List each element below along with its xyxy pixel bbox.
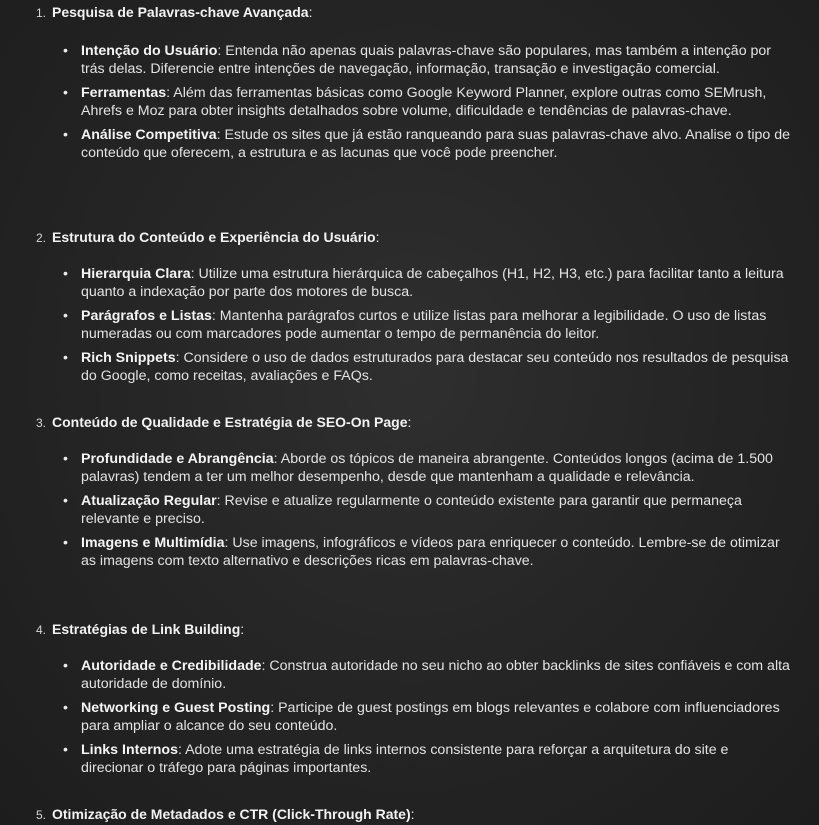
bullet-text: : Revise e atualize regularmente o conteúdo existente para garantir que permaneça relevante e preciso.	[81, 493, 742, 527]
list-item	[36, 657, 791, 693]
section-colon: :	[407, 414, 412, 430]
section-4	[36, 619, 791, 783]
list-item	[36, 126, 791, 162]
section-colon: :	[410, 806, 415, 822]
list-item	[36, 42, 791, 78]
bullet-term: Profundidade e Abrangência	[81, 451, 274, 467]
bullet-term: Hierarquia Clara	[81, 266, 191, 282]
bullet-icon: •	[63, 700, 68, 716]
bullet-term: Links Internos	[81, 742, 178, 758]
bullet-text: : Utilize uma estrutura hierárquica de cabeçalhos (H1, H2, H3, etc.) para facilitar tanto a leitura quanto a indexação por parte dos motores de busca.	[81, 266, 784, 300]
list-item	[36, 699, 791, 735]
section-3	[36, 412, 791, 576]
bullet-text: : Estude os sites que já estão ranqueando para suas palavras-chave alvo. Analise o tipo de conteúdo que oferecem, a estrutura e as lacunas que você pode preencher.	[81, 127, 790, 161]
bullet-list	[36, 265, 791, 385]
section-number: 4.	[36, 623, 47, 637]
section-title: Pesquisa de Palavras-chave Avançada	[52, 4, 309, 20]
bullet-text: : Considere o uso de dados estruturados para destacar seu conteúdo nos resultados de pesquisa do Google, como receitas, avaliações e FAQs.	[81, 350, 789, 384]
section-number: 2.	[36, 231, 47, 245]
list-item	[36, 534, 791, 570]
bullet-list	[36, 450, 791, 570]
section-heading	[36, 2, 819, 23]
section-title: Conteúdo de Qualidade e Estratégia de SEO-On Page	[52, 414, 408, 430]
section-number: 1.	[36, 6, 47, 20]
bullet-term: Intenção do Usuário	[81, 43, 218, 59]
bullet-term: Parágrafos e Listas	[81, 308, 212, 324]
section-2	[36, 227, 791, 391]
bullet-icon: •	[63, 127, 68, 143]
list-item	[36, 450, 791, 486]
bullet-term: Imagens e Multimídia	[81, 535, 225, 551]
section-title: Otimização de Metadados e CTR (Click-Through Rate)	[52, 806, 411, 822]
bullet-text: : Construa autoridade no seu nicho ao obter backlinks de sites confiáveis e com alta autoridade de domínio.	[81, 658, 790, 692]
bullet-term: Autoridade e Credibilidade	[81, 658, 262, 674]
bullet-icon: •	[63, 266, 68, 282]
bullet-text: : Participe de guest postings em blogs relevantes e colabore com influenciadores para ampliar o alcance do seu conteúdo.	[81, 700, 780, 734]
list-item	[36, 307, 791, 343]
bullet-term: Networking e Guest Posting	[81, 700, 271, 716]
bullet-text: : Além das ferramentas básicas como Google Keyword Planner, explore outras como SEMrush, Ahrefs e Moz para obter insights detalhados sobre volume, dificuldade e tendências de palavras-chave.	[81, 85, 767, 119]
bullet-icon: •	[63, 658, 68, 674]
list-item	[36, 741, 791, 777]
section-colon: :	[308, 4, 313, 20]
section-5	[36, 804, 415, 825]
bullet-icon: •	[63, 742, 68, 758]
list-item	[36, 492, 791, 528]
bullet-term: Análise Competitiva	[81, 127, 217, 143]
list-item	[36, 84, 791, 120]
bullet-text: : Adote uma estratégia de links internos consistente para reforçar a arquitetura do site e direcionar o tráfego para páginas importantes.	[81, 742, 729, 776]
section-colon: :	[375, 229, 380, 245]
section-title: Estratégias de Link Building	[52, 621, 241, 637]
list-item	[36, 349, 791, 385]
bullet-list	[36, 657, 791, 777]
section-colon: :	[240, 621, 245, 637]
bullet-icon: •	[63, 451, 68, 467]
bullet-list	[36, 42, 819, 162]
list-item	[36, 265, 791, 301]
bullet-icon: •	[63, 493, 68, 509]
bullet-text: : Entenda não apenas quais palavras-chave são populares, mas também a intenção por trás delas. Diferencie entre intenções de navegação, informação, transação e investigação comercial.	[81, 43, 772, 77]
section-heading	[36, 804, 415, 825]
bullet-icon: •	[63, 535, 68, 551]
section-heading	[36, 412, 791, 433]
bullet-text: : Aborde os tópicos de maneira abrangente. Conteúdos longos (acima de 1.500 palavras) tendem a ter um melhor desempenho, desde que mantenham a qualidade e relevância.	[81, 451, 773, 485]
bullet-term: Rich Snippets	[81, 350, 176, 366]
bullet-term: Atualização Regular	[81, 493, 217, 509]
section-1	[36, 2, 819, 162]
bullet-icon: •	[63, 350, 68, 366]
section-heading	[36, 619, 791, 640]
bullet-text: : Mantenha parágrafos curtos e utilize listas para melhorar a legibilidade. O uso de listas numeradas ou com marcadores pode aumentar o tempo de permanência do leitor.	[81, 308, 767, 342]
bullet-icon: •	[63, 43, 68, 59]
bullet-term: Ferramentas	[81, 85, 167, 101]
bullet-text: : Use imagens, infográficos e vídeos para enriquecer o conteúdo. Lembre-se de otimizar as imagens com texto alternativo e descrições ricas em palavras-chave.	[81, 535, 780, 569]
bullet-icon: •	[63, 308, 68, 324]
section-title: Estrutura do Conteúdo e Experiência do Usuário	[52, 229, 376, 245]
section-number: 5.	[36, 808, 47, 822]
section-number: 3.	[36, 416, 47, 430]
bullet-icon: •	[63, 85, 68, 101]
section-heading	[36, 227, 791, 248]
